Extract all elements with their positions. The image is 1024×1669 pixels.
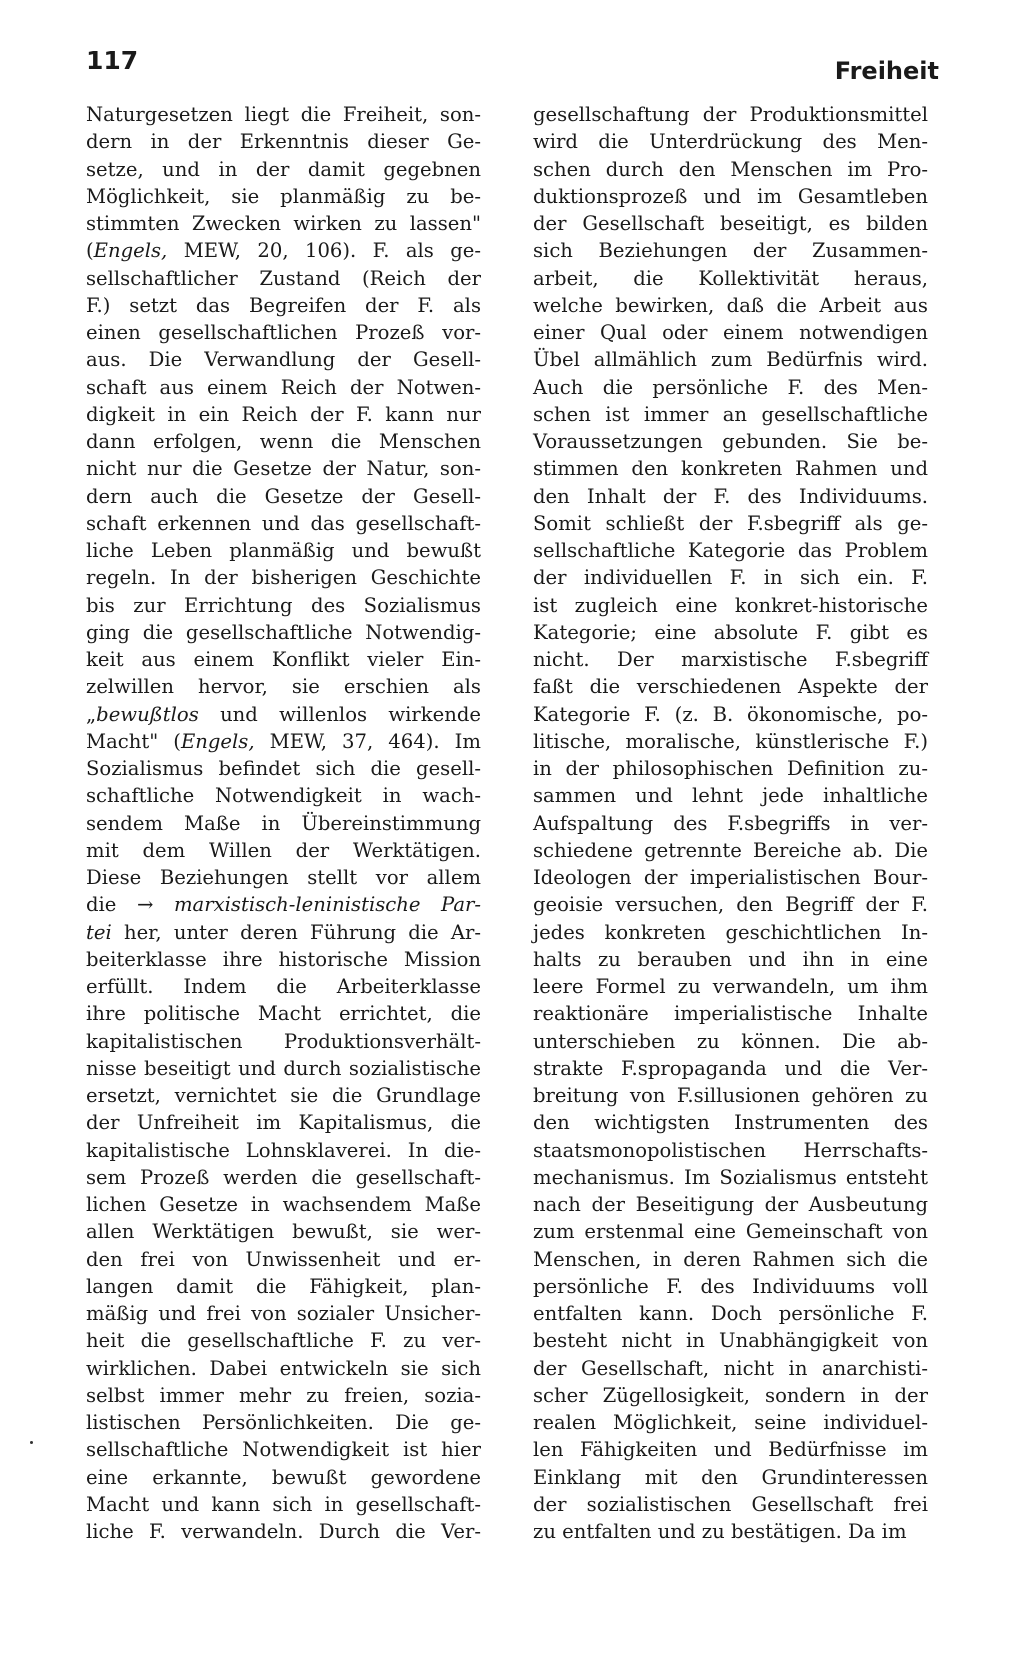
left-column-line [86, 1491, 481, 1518]
left-column-line [86, 755, 481, 782]
text-segment: sellschaftlicher Zustand (Reich der [86, 266, 481, 290]
right-column-line [533, 973, 928, 1000]
text-segment: Macht und kann sich in gesellschaft- [86, 1492, 481, 1516]
text-segment: reaktionäre imperialistische Inhalte [533, 1002, 928, 1026]
text-segment: die → [86, 893, 174, 917]
text-segment: heit die gesellschaftliche F. zu ver- [86, 1329, 481, 1353]
right-column-line [533, 646, 928, 673]
text-segment: sellschaftliche Kategorie das Problem [533, 539, 928, 562]
text-segment: dern auch die Gesetze der Gesell- [86, 484, 481, 508]
right-column-line [533, 1464, 928, 1491]
text-segment: Menschen, in deren Rahmen sich die [533, 1247, 928, 1271]
left-column-line [86, 891, 481, 918]
text-segment: Diese Beziehungen stellt vor allem [86, 866, 481, 889]
text-segment: duktionsprozeß und im Gesamtleben [533, 184, 928, 208]
text-segment: stimmten Zwecken wirken zu lassen" [86, 212, 481, 235]
left-column-line [86, 265, 481, 292]
text-segment: besteht nicht in Unabhängigkeit von [533, 1329, 928, 1353]
italic-segment: tei [86, 920, 112, 944]
text-segment: welche bewirken, daß die Arbeit aus [533, 293, 928, 317]
text-segment: allen Werktätigen bewußt, sie wer- [86, 1220, 481, 1244]
right-column-line [533, 701, 928, 728]
right-column-line [533, 210, 928, 237]
right-column-line [533, 619, 928, 646]
text-segment: der sozialistischen Gesellschaft frei [533, 1492, 928, 1516]
right-column-line [533, 1109, 928, 1136]
text-segment: dann erfolgen, wenn die Menschen [86, 430, 481, 453]
right-column-line [533, 1137, 928, 1164]
left-column-line [86, 1137, 481, 1164]
text-segment: arbeit, die Kollektivität heraus, [533, 266, 928, 290]
text-segment: schaft erkennen und das gesellschaft- [86, 511, 481, 535]
text-segment: nicht. Der marxistische F.sbegriff [533, 648, 928, 671]
left-column-line [86, 428, 481, 455]
right-column-line [533, 1082, 928, 1109]
left-column-line [86, 564, 481, 591]
italic-segment: Engels, [93, 239, 168, 263]
left-column-line [86, 810, 481, 837]
text-segment: in der philosophischen Definition zu- [533, 757, 928, 780]
left-column-line [86, 1436, 481, 1463]
text-segment: sich Beziehungen der Zusammen- [533, 239, 928, 263]
left-column-line [86, 156, 481, 183]
text-segment: einen gesellschaftlichen Prozeß vor- [86, 321, 481, 344]
text-segment: jedes konkreten geschichtlichen In- [533, 920, 928, 944]
text-segment: mechanismus. Im Sozialismus entsteht [533, 1165, 928, 1189]
right-column-line [533, 346, 928, 373]
text-segment: eine erkannte, bewußt gewordene [86, 1465, 481, 1489]
right-column-line [533, 319, 928, 346]
text-segment: MEW, 20, 106). F. als ge- [167, 239, 481, 263]
text-segment: den wichtigsten Instrumenten des [533, 1111, 928, 1135]
text-segment: schaft aus einem Reich der Notwen- [86, 375, 481, 399]
text-segment: liche F. verwandeln. Durch die Ver- [86, 1520, 481, 1543]
left-column-line [86, 646, 481, 673]
running-head: Freiheit [834, 57, 939, 85]
text-segment: litische, moralische, künstlerische F.) [533, 729, 928, 753]
right-column-line [533, 483, 928, 510]
text-segment: „ [86, 702, 97, 726]
text-segment: schaftliche Notwendigkeit in wach- [86, 784, 481, 808]
text-segment: Aufspaltung des F.sbegriffs in ver- [533, 811, 928, 835]
text-column-left [86, 101, 481, 1545]
left-column-line [86, 919, 481, 946]
left-column-line [86, 374, 481, 401]
text-segment: realen Möglichkeit, seine individuel- [533, 1411, 928, 1434]
right-column-line [533, 592, 928, 619]
right-column-line [533, 564, 928, 591]
left-column-line [86, 728, 481, 755]
right-column-line [533, 1382, 928, 1409]
left-column-line [86, 701, 481, 728]
right-column-line [533, 1218, 928, 1245]
text-segment: der Unfreiheit im Kapitalismus, die [86, 1111, 481, 1135]
text-segment: Kategorie F. (z. B. ökonomische, po- [533, 702, 928, 726]
left-column-line [86, 128, 481, 155]
right-column-line [533, 401, 928, 428]
text-segment: Möglichkeit, sie planmäßig zu be- [86, 184, 481, 208]
left-column-line [86, 1464, 481, 1491]
text-segment: ist zugleich eine konkret-historische [533, 593, 928, 617]
left-column-line [86, 837, 481, 864]
left-column-line [86, 1000, 481, 1027]
italic-segment: marxistisch-leninistische Par- [173, 893, 481, 917]
text-segment: her, unter deren Führung die Ar- [111, 920, 481, 944]
text-segment: setze, und in der damit gegebnen [86, 157, 481, 181]
right-column-line [533, 183, 928, 210]
text-segment: schiedene getrennte Bereiche ab. Die [533, 838, 928, 862]
left-column-line [86, 1273, 481, 1300]
right-column-line [533, 728, 928, 755]
left-column-line [86, 782, 481, 809]
left-column-line [86, 673, 481, 700]
left-column-line [86, 346, 481, 373]
text-segment: den Inhalt der F. des Individuums. [533, 484, 928, 508]
text-segment: nicht nur die Gesetze der Natur, son- [86, 457, 481, 481]
text-segment: digkeit in ein Reich der F. kann nur [86, 402, 481, 426]
text-segment: faßt die verschiedenen Aspekte der [533, 675, 928, 699]
text-segment: wirklichen. Dabei entwickeln sie sich [86, 1356, 481, 1380]
text-segment: Kategorie; eine absolute F. gibt es [533, 620, 928, 644]
right-column-line [533, 510, 928, 537]
left-column-line [86, 510, 481, 537]
right-column-line [533, 1355, 928, 1382]
right-column-line [533, 837, 928, 864]
text-segment: F.) setzt das Begreifen der F. als [86, 293, 481, 317]
text-segment: zelwillen hervor, sie erschien als [86, 675, 481, 699]
text-segment: listischen Persönlichkeiten. Die ge- [86, 1411, 481, 1434]
right-column-line [533, 864, 928, 891]
right-column-line [533, 1300, 928, 1327]
left-column-line [86, 946, 481, 973]
text-segment: der individuellen F. in sich ein. F. [533, 566, 928, 590]
left-column-line [86, 864, 481, 891]
text-segment: gesellschaftung der Produktionsmittel [533, 103, 928, 126]
text-segment: der Gesellschaft beseitigt, es bilden [533, 212, 928, 235]
right-column-line [533, 374, 928, 401]
left-column-line [86, 1028, 481, 1055]
right-column-line [533, 946, 928, 973]
left-column-line [86, 1164, 481, 1191]
right-column-line [533, 237, 928, 264]
text-segment: geoisie versuchen, den Begriff der F. [533, 893, 928, 917]
text-segment: scher Zügellosigkeit, sondern in der [533, 1383, 928, 1407]
left-column-line [86, 210, 481, 237]
text-segment: und willenlos wirkende [198, 702, 481, 726]
italic-segment: bewußtlos [96, 702, 199, 726]
text-segment: halts zu berauben und ihn in eine [533, 947, 928, 971]
right-column-line [533, 1491, 928, 1518]
left-column-line [86, 319, 481, 346]
text-segment: den frei von Unwissenheit und er- [86, 1247, 481, 1271]
left-column-line [86, 292, 481, 319]
text-segment: unterschieben zu können. Die ab- [533, 1029, 928, 1053]
text-segment: der Gesellschaft, nicht in anarchisti- [533, 1356, 928, 1380]
left-column-line [86, 401, 481, 428]
text-segment: lichen Gesetze in wachsendem Maße [86, 1193, 481, 1216]
text-segment: langen damit die Fähigkeit, plan- [86, 1274, 481, 1298]
left-column-line [86, 1109, 481, 1136]
text-segment: Somit schließt der F.sbegriff als ge- [533, 511, 928, 535]
text-segment: mit dem Willen der Werktätigen. [86, 838, 481, 862]
right-column-line [533, 1246, 928, 1273]
text-segment: bis zur Errichtung des Sozialismus [86, 593, 481, 617]
left-column-line [86, 1082, 481, 1109]
left-column-line [86, 1300, 481, 1327]
text-segment: zum erstenmal eine Gemeinschaft von [533, 1220, 928, 1244]
text-segment: zu entfalten und zu bestätigen. Da im [533, 1520, 907, 1543]
text-segment: dern in der Erkenntnis dieser Ge- [86, 130, 481, 154]
right-column-line [533, 673, 928, 700]
text-segment: sammen und lehnt jede inhaltliche [533, 784, 928, 808]
right-column-line [533, 1191, 928, 1218]
right-column-line [533, 891, 928, 918]
text-segment: entfalten kann. Doch persönliche F. [533, 1302, 928, 1325]
left-column-line [86, 183, 481, 210]
text-column-right [533, 101, 928, 1545]
page-number: 117 [86, 46, 139, 75]
left-column-line [86, 619, 481, 646]
text-segment: breitung von F.sillusionen gehören zu [533, 1084, 928, 1107]
right-column-line [533, 1273, 928, 1300]
right-column-line [533, 455, 928, 482]
text-segment: aus. Die Verwandlung der Gesell- [86, 348, 481, 372]
right-column-line [533, 428, 928, 455]
right-column-line [533, 1518, 928, 1545]
italic-segment: Engels, [180, 729, 255, 753]
left-column-line [86, 101, 481, 128]
right-column-line [533, 1000, 928, 1027]
text-segment: Sozialismus befindet sich die gesell- [86, 757, 481, 780]
right-column-line [533, 101, 928, 128]
right-column-line [533, 1028, 928, 1055]
text-segment: ( [86, 239, 94, 263]
text-segment: schen durch den Menschen im Pro- [533, 157, 928, 181]
text-segment: mäßig und frei von sozialer Unsicher- [86, 1302, 481, 1325]
left-column-line [86, 592, 481, 619]
text-segment: wird die Unterdrückung des Men- [533, 130, 928, 154]
text-segment: sem Prozeß werden die gesellschaft- [86, 1165, 481, 1189]
text-segment: kapitalistischen Produktionsverhält- [86, 1029, 481, 1053]
right-column-line [533, 128, 928, 155]
text-segment: staatsmonopolistischen Herrschafts- [533, 1138, 928, 1162]
left-column-line [86, 1246, 481, 1273]
text-segment: schen ist immer an gesellschaftliche [533, 402, 928, 426]
left-column-line [86, 1409, 481, 1436]
text-segment: MEW, 37, 464). Im [254, 729, 481, 753]
right-column-line [533, 755, 928, 782]
margin-mark [30, 1441, 33, 1444]
right-column-line [533, 1327, 928, 1354]
text-segment: einer Qual oder einem notwendigen [533, 321, 928, 344]
text-segment: selbst immer mehr zu freien, sozia- [86, 1383, 481, 1407]
right-column-line [533, 782, 928, 809]
left-column-line [86, 1382, 481, 1409]
right-column-line [533, 1055, 928, 1082]
right-column-line [533, 919, 928, 946]
text-segment: ging die gesellschaftliche Notwendig- [86, 620, 481, 644]
text-segment: Naturgesetzen liegt die Freiheit, son- [86, 103, 481, 126]
text-segment: keit aus einem Konflikt vieler Ein- [86, 648, 481, 671]
text-segment: strakte F.spropaganda und die Ver- [533, 1056, 928, 1080]
right-column-line [533, 537, 928, 564]
text-segment: kapitalistische Lohnsklaverei. In die- [86, 1138, 481, 1162]
text-segment: ihre politische Macht errichtet, die [86, 1002, 481, 1026]
text-segment: erfüllt. Indem die Arbeiterklasse [86, 975, 481, 998]
text-segment: regeln. In der bisherigen Geschichte [86, 566, 481, 590]
right-column-line [533, 156, 928, 183]
left-column-line [86, 1055, 481, 1082]
text-segment: stimmen den konkreten Rahmen und [533, 457, 928, 481]
left-column-line [86, 1218, 481, 1245]
text-segment: Ideologen der imperialistischen Bour- [533, 866, 928, 889]
text-segment: len Fähigkeiten und Bedürfnisse im [533, 1438, 928, 1462]
left-column-line [86, 537, 481, 564]
text-segment: Einklang mit den Grundinteressen [533, 1465, 928, 1489]
right-column-line [533, 265, 928, 292]
right-column-line [533, 1409, 928, 1436]
text-segment: liche Leben planmäßig und bewußt [86, 539, 481, 562]
text-segment: sellschaftliche Notwendigkeit ist hier [86, 1438, 481, 1462]
text-segment: ersetzt, vernichtet sie die Grundlage [86, 1084, 481, 1107]
right-column-line [533, 1436, 928, 1463]
text-segment: Auch die persönliche F. des Men- [533, 375, 928, 399]
text-segment: leere Formel zu verwandeln, um ihm [533, 975, 928, 998]
left-column-line [86, 1355, 481, 1382]
text-segment: nisse beseitigt und durch sozialistische [86, 1056, 481, 1080]
text-segment: nach der Beseitigung der Ausbeutung [533, 1193, 928, 1216]
left-column-line [86, 455, 481, 482]
text-segment: persönliche F. des Individuums voll [533, 1274, 928, 1298]
text-segment: Übel allmählich zum Bedürfnis wird. [533, 348, 928, 372]
text-segment: sendem Maße in Übereinstimmung [86, 811, 481, 835]
text-segment: Voraussetzungen gebunden. Sie be- [533, 430, 928, 453]
text-segment: Macht" ( [86, 729, 181, 753]
right-column-line [533, 292, 928, 319]
left-column-line [86, 1327, 481, 1354]
text-segment: beiterklasse ihre historische Mission [86, 947, 481, 971]
left-column-line [86, 483, 481, 510]
right-column-line [533, 1164, 928, 1191]
left-column-line [86, 1518, 481, 1545]
left-column-line [86, 237, 481, 264]
left-column-line [86, 1191, 481, 1218]
left-column-line [86, 973, 481, 1000]
right-column-line [533, 810, 928, 837]
